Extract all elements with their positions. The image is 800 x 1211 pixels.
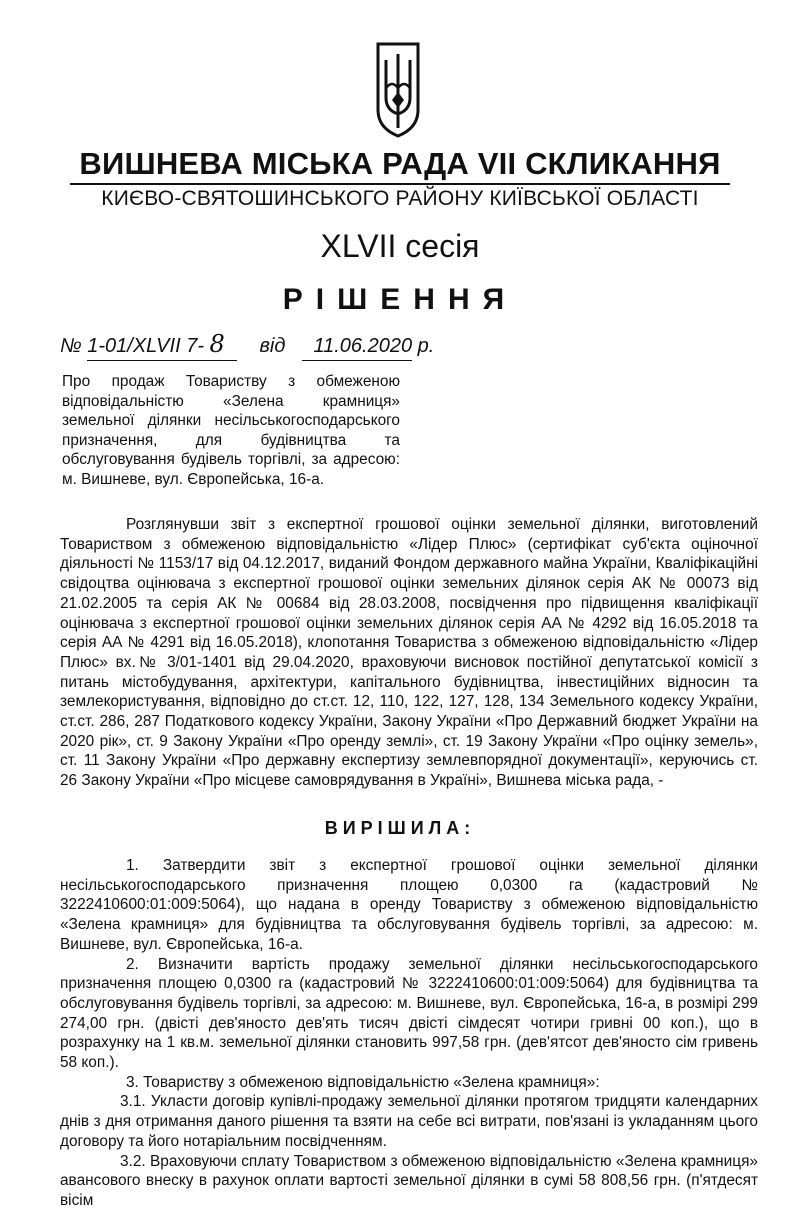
- decision-title: РІШЕННЯ: [282, 283, 518, 316]
- resolved-heading: ВИРІШИЛА:: [324, 818, 476, 838]
- resolution-item-3-2: 3.2. Враховуючи сплату Товариством з обмеженою відповідальністю «Зелена крамниця» авансового внеску в рахунок оплати вартості земельної ділянки в сумі 58 808,56 грн. (п'ятдесят вісім: [60, 1152, 758, 1209]
- trident-emblem-icon: [370, 40, 426, 140]
- resolution-item-2: 2. Визначити вартість продажу земельної ділянки несільськогосподарського призначення площею 0,0300 га (кадастровий № 3222410600:01:009:5064) для будівництва та обслуговування будівель торгівлі, за адресою: м. Вишневе, вул. Європейська, 16-а, в розмірі 299 274,00 грн. (двісті дев'яносто дев'ять тисяч двісті сімдесят чотири гривні 00 коп.), що в розрахунку на 1 кв.м. земельної ділянки становить 997,58 грн. (дев'ятсот дев'яносто сім гривень 58 коп.).: [60, 955, 758, 1072]
- decision-subject: Про продаж Товариству з обмеженою відповідальністю «Зелена крамниця» земельної ділянки несільськогосподарського призначення, для будівництва та обслуговування будівель торгівлі, за адресою: м. Вишневе, вул. Європейська, 16-а.: [62, 373, 400, 488]
- date-prefix: від: [259, 335, 286, 357]
- resolution-items: [60, 856, 758, 1211]
- decision-number-line: [60, 330, 434, 361]
- council-title: ВИШНЕВА МІСЬКА РАДА VII СКЛИКАННЯ: [79, 146, 721, 181]
- council-subtitle: КИЄВО-СВЯТОШИНСЬКОГО РАЙОНУ КИЇВСЬКОЇ ОБЛАСТІ: [70, 183, 730, 213]
- resolution-item-1: 1. Затвердити звіт з експертної грошової оцінки земельної ділянки несільськогосподарського призначення площею 0,0300 га (кадастровий № 3222410600:01:009:5064), що надана в оренду Товариству з обмеженою відповідальністю «Зелена крамниця» для будівництва та обслуговування будівель торгівлі, за адресою: м. Вишневе, вул. Європейська, 16-а.: [60, 857, 758, 953]
- decision-date: 11.06.2020: [302, 332, 412, 361]
- number-prefix: №: [60, 335, 82, 357]
- session-label: XLVII сесія: [320, 228, 480, 264]
- resolution-item-3-1: 3.1. Укласти договір купівлі-продажу земельної ділянки протягом тридцяти календарних днів з дня отримання даного рішення та взяти на себе всі витрати, пов'язані із укладанням цього договору та його нотаріальним посвідченням.: [60, 1093, 758, 1150]
- decision-number: 1-01/XLVII 7-: [87, 335, 204, 357]
- decision-number-handwritten: 8: [209, 330, 225, 358]
- decision-number-field: [87, 330, 237, 361]
- resolution-item-3: 3. Товариству з обмеженою відповідальністю «Зелена крамниця»:: [126, 1073, 600, 1091]
- date-suffix: р.: [417, 335, 435, 357]
- preamble-paragraph: Розглянувши звіт з експертної грошової оцінки земельної ділянки, виготовлений Товариством з обмеженою відповідальністю «Лідер Плюс» (сертифікат суб'єкта оціночної діяльності № 1153/17 від 04.12.2017, виданий Фондом державного майна України, Кваліфікаційні свідоцтва оцінювача з експертної грошової оцінки земельних ділянок серія АК № 00073 від 21.02.2005 та серія АК № 00684 від 28.03.2008, посвідчення про підвищення кваліфікації оцінювача з експертної грошової оцінки земельних ділянок серія АА № 4292 від 16.05.2018 та серія АА № 4291 від 16.05.2018), клопотання Товариства з обмеженою відповідальністю «Лідер Плюс» вх.№ 3/01-1401 від 29.04.2020, враховуючи висновок постійної депутатської комісії з питань містобудування, архітектури, капітального будівництва, інвестиційних відносин та землекористування, відповідно до ст.ст. 12, 110, 122, 127, 128, 134 Земельного кодексу України, ст.ст. 286, 287 Податкового кодексу України, Закону України «Про Державний бюджет України на 2020 рік», ст. 9 Закону України «Про оренду землі», ст. 19 Закону України «Про оцінку земель», ст. 11 Закону України «Про державну експертизу землевпорядної документації», керуючись ст. 26 Закону України «Про місцеве самоврядування в Україні», Вишнева міська рада, -: [60, 516, 758, 790]
